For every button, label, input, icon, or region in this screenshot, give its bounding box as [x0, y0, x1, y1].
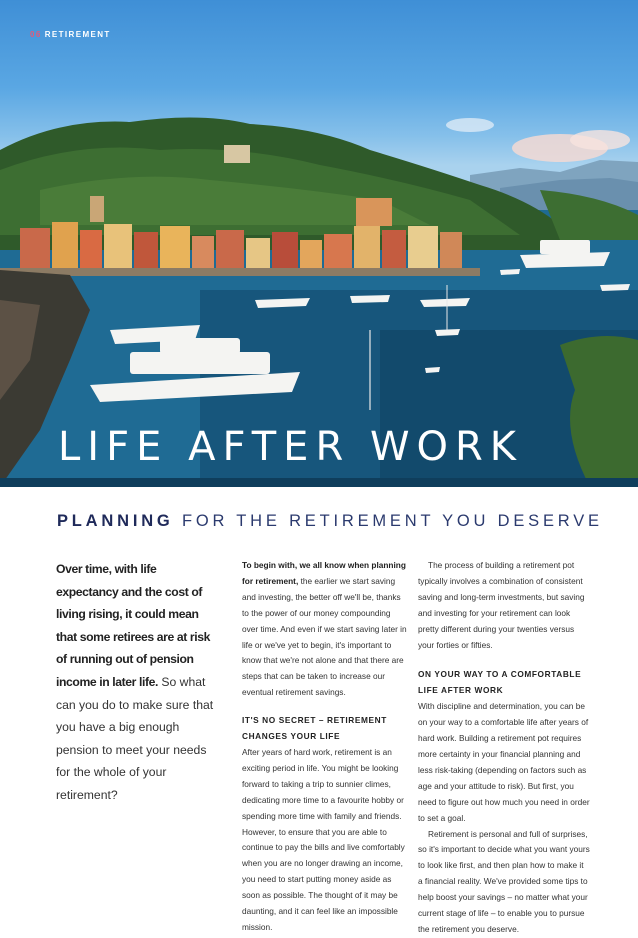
intro-lead: Over time, with life expectancy and the cost of living rising, it could mean that some retirees are at risk of running out of pension income in later life.	[56, 562, 210, 689]
subtitle-rest: FOR THE RETIREMENT YOU DESERVE	[181, 512, 603, 530]
col3-paragraph-1: The process of building a retirement pot typically involves a combination of consistent saving and long-term investments, but saving and investing for your retirement can look pretty different during your twenties versus your forties or fifties.	[418, 560, 585, 650]
body-column-3	[418, 558, 590, 938]
section-label: RETIREMENT	[44, 30, 111, 39]
col3-paragraph-2: With discipline and determination, you can be on your way to a comfortable life after years of hard work. Building a retirement pot requires more certainty in your financial planning and less risk-taking (depending on factors such as age and your attitude to risk). But first, you need to figure out how much you need in order to set a goal.	[418, 701, 590, 823]
page-number: 06	[30, 30, 42, 39]
col2-heading: IT'S NO SECRET – RETIREMENT CHANGES YOUR LIFE	[242, 715, 387, 742]
intro-column	[56, 558, 216, 807]
col2-paragraph-2: After years of hard work, retirement is an exciting period in life. You might be looking forward to taking a trip to sunnier climes, dedicating more time to a favourite hobby or spending more time with family and friends. However, to ensure that you are able to continue to pay the bills and live comfortably when you are no longer drawing an income, you need to start putting money aside as soon as possible. The thought of it may be daunting, and it can feel like an impossible mission.	[242, 746, 405, 932]
col3-heading: ON YOUR WAY TO A COMFORTABLE LIFE AFTER WORK	[418, 669, 582, 696]
page-tag	[30, 30, 111, 39]
subtitle-bold: PLANNING	[57, 512, 174, 530]
subtitle	[57, 512, 603, 531]
hero-title: LIFE AFTER WORK	[58, 424, 524, 470]
col2-paragraph-1: the earlier we start saving and investing, the better off we'll be, thanks to the power of our money compounding over time. And even if we start saving later in life or we've yet to begin, it's important to know that we're not alone and that there are steps that can be taken to increase our eventual retirement savings.	[242, 575, 407, 698]
intro-body: So what can you do to make sure that you have a big enough pension to meet your needs for the whole of your retirement?	[56, 674, 214, 802]
body-column-2	[242, 558, 407, 936]
col3-paragraph-3: Retirement is personal and full of surprises, so it's important to decide what you want yours to look like first, and then plan how to make it a financial reality. We've provided some tips to help boost your savings – no matter what your current stage of life – to enable you to pursue the retirement you deserve.	[418, 828, 590, 934]
col2-lead: To begin with, we all know when planning for retirement,	[242, 560, 406, 586]
